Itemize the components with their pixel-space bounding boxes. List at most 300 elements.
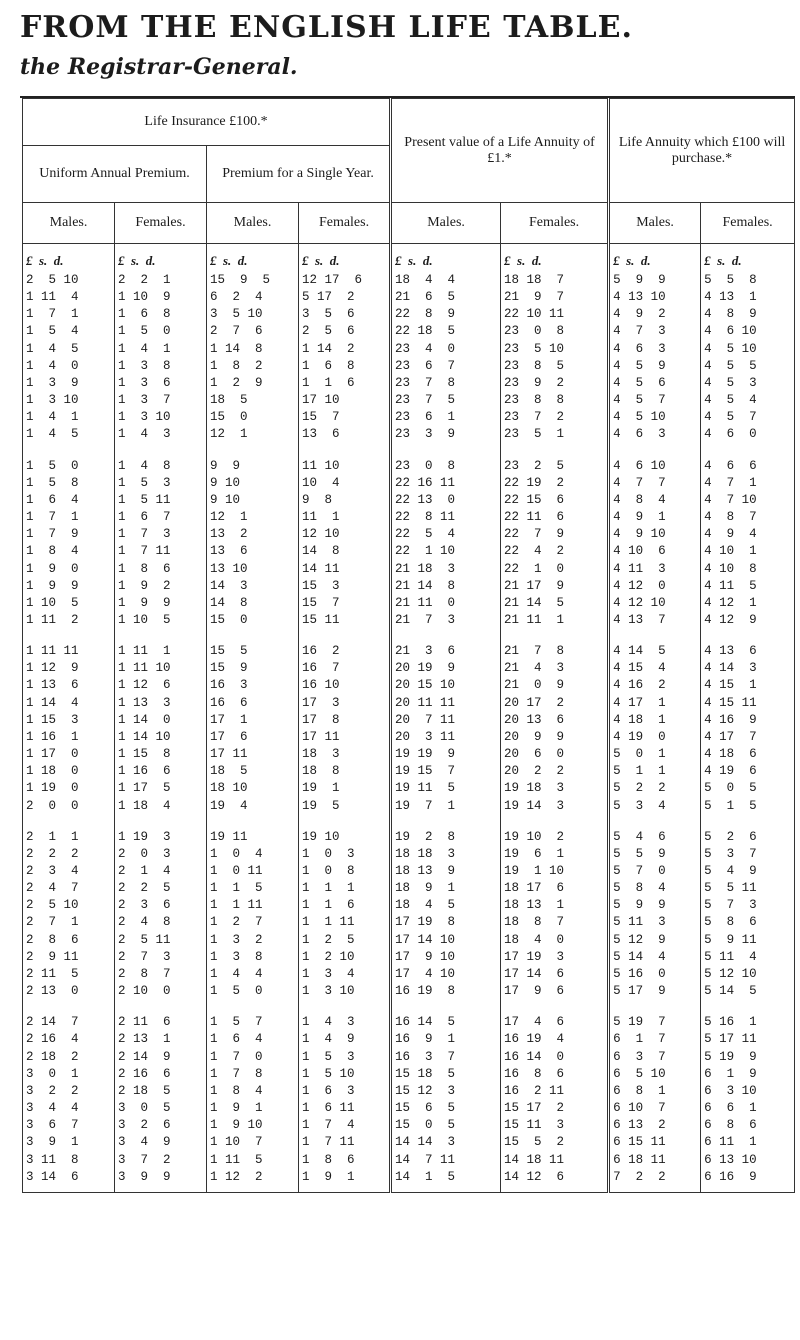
table-cell: 2 7 6 [207, 323, 299, 340]
table-cell: 15 11 [299, 612, 391, 629]
table-cell: 22 4 2 [501, 543, 609, 560]
table-cell: 1 7 11 [299, 1134, 391, 1151]
table-cell: 15 11 3 [501, 1117, 609, 1134]
males-header: Males. [391, 203, 501, 244]
table-cell: 9 10 [207, 475, 299, 492]
table-cell: 3 0 5 [115, 1100, 207, 1117]
table-cell: 4 16 2 [609, 677, 701, 694]
table-row [23, 595, 795, 612]
table-cell: 18 9 1 [391, 880, 501, 897]
table-cell: 5 1 1 [609, 763, 701, 780]
table-cell: 6 13 10 [701, 1152, 795, 1169]
table-cell: 1 2 9 [207, 375, 299, 392]
table-cell: 1 14 2 [299, 341, 391, 358]
table-cell: 1 3 6 [115, 375, 207, 392]
table-cell: 4 14 5 [609, 629, 701, 660]
table-cell: 1 14 0 [115, 712, 207, 729]
table-row [23, 763, 795, 780]
table-cell: 1 4 5 [23, 426, 115, 443]
table-cell: 1 6 11 [299, 1100, 391, 1117]
table-cell: 12 1 [207, 509, 299, 526]
table-row [23, 846, 795, 863]
table-cell: 1 12 6 [115, 677, 207, 694]
table-row [23, 780, 795, 797]
table-cell: 1 3 2 [207, 932, 299, 949]
table-cell: 16 10 [299, 677, 391, 694]
table-cell: 6 10 7 [609, 1100, 701, 1117]
table-cell: 2 7 3 [115, 949, 207, 966]
table-cell: 1 15 8 [115, 746, 207, 763]
females-header: Females. [115, 203, 207, 244]
table-row [23, 475, 795, 492]
table-cell: 1 5 7 [207, 1000, 299, 1031]
table-cell: 1 6 4 [207, 1031, 299, 1048]
table-cell: 18 10 [207, 780, 299, 797]
table-cell: 21 14 5 [501, 595, 609, 612]
table-row [23, 341, 795, 358]
table-row [23, 543, 795, 560]
table-cell: 1 11 4 [23, 289, 115, 306]
table-row [23, 526, 795, 543]
table-cell: 20 13 6 [501, 712, 609, 729]
table-cell: 21 9 7 [501, 289, 609, 306]
table-cell: 18 8 7 [501, 914, 609, 931]
table-cell: 22 10 11 [501, 306, 609, 323]
table-cell: 9 9 [207, 444, 299, 475]
uniform-premium-header: Uniform Annual Premium. [23, 146, 207, 203]
table-cell: 1 9 10 [207, 1117, 299, 1134]
table-cell: 15 12 3 [391, 1083, 501, 1100]
table-row [23, 375, 795, 392]
table-cell: 1 5 0 [23, 444, 115, 475]
table-cell: 2 5 10 [23, 897, 115, 914]
table-cell: 1 17 0 [23, 746, 115, 763]
unit-label: £ s. d. [115, 244, 207, 273]
table-cell: 13 6 [299, 426, 391, 443]
table-cell: 1 12 9 [23, 660, 115, 677]
table-row [23, 712, 795, 729]
table-cell: 1 1 1 [299, 880, 391, 897]
table-cell: 1 7 11 [115, 543, 207, 560]
table-cell: 2 2 5 [115, 880, 207, 897]
table-cell: 5 5 9 [609, 846, 701, 863]
table-cell: 17 19 3 [501, 949, 609, 966]
table-cell: 5 8 4 [609, 880, 701, 897]
table-cell: 5 16 1 [701, 1000, 795, 1031]
table-cell: 23 4 0 [391, 341, 501, 358]
table-cell: 2 8 7 [115, 966, 207, 983]
table-cell: 5 0 5 [701, 780, 795, 797]
table-cell: 1 3 10 [299, 983, 391, 1000]
table-cell: 4 5 10 [609, 409, 701, 426]
table-cell: 19 6 1 [501, 846, 609, 863]
table-cell: 4 7 1 [701, 475, 795, 492]
table-cell: 18 13 9 [391, 863, 501, 880]
table-cell: 15 7 [299, 595, 391, 612]
table-cell: 15 6 5 [391, 1100, 501, 1117]
males-header: Males. [23, 203, 115, 244]
table-cell: 1 14 4 [23, 695, 115, 712]
table-cell: 1 13 3 [115, 695, 207, 712]
table-cell: 4 12 1 [701, 595, 795, 612]
table-row [23, 444, 795, 475]
table-cell: 2 2 1 [115, 272, 207, 289]
table-cell: 5 14 4 [609, 949, 701, 966]
unit-label: £ s. d. [701, 244, 795, 273]
present-value-header: Present value of a Life Annuity of £1.* [391, 99, 609, 203]
table-cell: 22 18 5 [391, 323, 501, 340]
table-cell: 5 19 7 [609, 1000, 701, 1031]
table-cell: 1 6 7 [115, 509, 207, 526]
table-cell: 5 7 0 [609, 863, 701, 880]
table-cell: 20 7 11 [391, 712, 501, 729]
table-row [23, 983, 795, 1000]
table-cell: 19 11 5 [391, 780, 501, 797]
table-row [23, 561, 795, 578]
table-cell: 19 14 3 [501, 798, 609, 815]
table-cell: 4 19 6 [701, 763, 795, 780]
table-cell: 17 3 [299, 695, 391, 712]
table-cell: 18 18 7 [501, 272, 609, 289]
table-cell: 23 5 10 [501, 341, 609, 358]
table-cell: 4 14 3 [701, 660, 795, 677]
table-row [23, 409, 795, 426]
table-cell: 1 11 5 [207, 1152, 299, 1169]
females-header: Females. [501, 203, 609, 244]
table-cell: 4 10 1 [701, 543, 795, 560]
table-cell: 17 1 [207, 712, 299, 729]
table-cell: 5 12 10 [701, 966, 795, 983]
table-cell: 4 11 3 [609, 561, 701, 578]
table-cell: 23 7 8 [391, 375, 501, 392]
table-cell: 21 11 1 [501, 612, 609, 629]
table-cell: 2 14 9 [115, 1049, 207, 1066]
table-row [23, 509, 795, 526]
table-cell: 19 1 10 [501, 863, 609, 880]
table-cell: 20 3 11 [391, 729, 501, 746]
table-cell: 1 5 11 [115, 492, 207, 509]
table-cell: 1 11 11 [23, 629, 115, 660]
table-cell: 4 18 6 [701, 746, 795, 763]
table-cell: 9 10 [207, 492, 299, 509]
table-row [23, 1049, 795, 1066]
table-cell: 2 18 2 [23, 1049, 115, 1066]
table-cell: 5 4 9 [701, 863, 795, 880]
table-row [23, 863, 795, 880]
table-cell: 7 2 2 [609, 1169, 701, 1193]
table-cell: 1 4 9 [299, 1031, 391, 1048]
table-cell: 23 7 5 [391, 392, 501, 409]
table-row [23, 272, 795, 289]
table-cell: 5 9 9 [609, 897, 701, 914]
table-cell: 1 4 4 [207, 966, 299, 983]
table-cell: 17 9 6 [501, 983, 609, 1000]
life-insurance-header: Life Insurance £100.* [23, 99, 391, 146]
table-cell: 17 10 [299, 392, 391, 409]
table-cell: 11 1 [299, 509, 391, 526]
table-cell: 13 6 [207, 543, 299, 560]
table-cell: 1 7 9 [23, 526, 115, 543]
table-cell: 1 6 8 [299, 358, 391, 375]
table-cell: 18 18 3 [391, 846, 501, 863]
table-cell: 5 11 4 [701, 949, 795, 966]
table-cell: 22 5 4 [391, 526, 501, 543]
table-row [23, 880, 795, 897]
table-cell: 6 18 11 [609, 1152, 701, 1169]
table-cell: 3 2 6 [115, 1117, 207, 1134]
table-cell: 4 8 7 [701, 509, 795, 526]
table-row [23, 932, 795, 949]
table-cell: 19 5 [299, 798, 391, 815]
table-cell: 22 16 11 [391, 475, 501, 492]
table-cell: 17 11 [207, 746, 299, 763]
table-cell: 3 4 9 [115, 1134, 207, 1151]
table-cell: 4 8 9 [701, 306, 795, 323]
table-row [23, 966, 795, 983]
table-cell: 4 5 7 [701, 409, 795, 426]
table-cell: 15 0 [207, 409, 299, 426]
table-cell: 1 1 11 [207, 897, 299, 914]
table-cell: 14 14 3 [391, 1134, 501, 1151]
table-cell: 1 5 3 [115, 475, 207, 492]
table-cell: 4 15 11 [701, 695, 795, 712]
table-cell: 1 5 0 [207, 983, 299, 1000]
table-cell: 5 2 2 [609, 780, 701, 797]
table-cell: 4 7 10 [701, 492, 795, 509]
table-cell: 16 14 5 [391, 1000, 501, 1031]
page-title: FROM THE ENGLISH LIFE TABLE. [20, 10, 633, 45]
table-cell: 1 7 1 [23, 509, 115, 526]
table-cell: 1 10 5 [115, 612, 207, 629]
table-cell: 12 17 6 [299, 272, 391, 289]
table-cell: 23 7 2 [501, 409, 609, 426]
table-cell: 4 11 5 [701, 578, 795, 595]
table-cell: 6 8 1 [609, 1083, 701, 1100]
table-cell: 10 4 [299, 475, 391, 492]
table-cell: 21 18 3 [391, 561, 501, 578]
annuity-header: Life Annuity which £100 will purchase.* [609, 99, 795, 203]
table-cell: 2 5 6 [299, 323, 391, 340]
table-cell: 4 5 4 [701, 392, 795, 409]
table-cell: 1 1 6 [299, 375, 391, 392]
table-cell: 19 15 7 [391, 763, 501, 780]
table-cell: 4 13 7 [609, 612, 701, 629]
table-cell: 3 4 4 [23, 1100, 115, 1117]
table-row [23, 1152, 795, 1169]
table-cell: 21 7 8 [501, 629, 609, 660]
table-row [23, 1066, 795, 1083]
table-cell: 21 0 9 [501, 677, 609, 694]
table-cell: 21 3 6 [391, 629, 501, 660]
table-cell: 1 3 10 [23, 392, 115, 409]
females-header: Females. [701, 203, 795, 244]
table-cell: 18 4 4 [391, 272, 501, 289]
table-cell: 19 4 [207, 798, 299, 815]
table-cell: 20 17 2 [501, 695, 609, 712]
table-cell: 1 1 6 [299, 897, 391, 914]
table-cell: 19 10 [299, 815, 391, 846]
table-cell: 1 0 4 [207, 846, 299, 863]
table-cell: 17 11 [299, 729, 391, 746]
table-cell: 1 9 1 [207, 1100, 299, 1117]
table-cell: 5 9 9 [609, 272, 701, 289]
table-cell: 22 19 2 [501, 475, 609, 492]
table-cell: 1 5 4 [23, 323, 115, 340]
table-cell: 6 3 10 [701, 1083, 795, 1100]
table-cell: 4 12 0 [609, 578, 701, 595]
table-cell: 5 1 5 [701, 798, 795, 815]
table-cell: 3 2 2 [23, 1083, 115, 1100]
table-cell: 16 14 0 [501, 1049, 609, 1066]
table-cell: 5 0 1 [609, 746, 701, 763]
table-cell: 2 4 7 [23, 880, 115, 897]
table-cell: 22 8 9 [391, 306, 501, 323]
table-cell: 1 13 6 [23, 677, 115, 694]
table-cell: 4 8 4 [609, 492, 701, 509]
table-cell: 6 2 4 [207, 289, 299, 306]
table-cell: 22 15 6 [501, 492, 609, 509]
table-cell: 22 7 9 [501, 526, 609, 543]
table-cell: 1 4 3 [299, 1000, 391, 1031]
table-cell: 1 9 0 [23, 561, 115, 578]
males-header: Males. [609, 203, 701, 244]
table-cell: 1 9 2 [115, 578, 207, 595]
table-cell: 16 19 4 [501, 1031, 609, 1048]
table-cell: 16 9 1 [391, 1031, 501, 1048]
table-cell: 2 10 0 [115, 983, 207, 1000]
table-cell: 1 0 3 [299, 846, 391, 863]
table-cell: 5 8 6 [701, 914, 795, 931]
table-cell: 1 7 0 [207, 1049, 299, 1066]
table-cell: 14 11 [299, 561, 391, 578]
table-cell: 4 5 3 [701, 375, 795, 392]
unit-label: £ s. d. [391, 244, 501, 273]
table-cell: 6 5 10 [609, 1066, 701, 1083]
table-cell: 23 2 5 [501, 444, 609, 475]
table-cell: 3 6 7 [23, 1117, 115, 1134]
table-cell: 1 7 8 [207, 1066, 299, 1083]
table-cell: 14 8 [207, 595, 299, 612]
table-cell: 1 9 9 [23, 578, 115, 595]
table-cell: 4 15 4 [609, 660, 701, 677]
table-cell: 1 12 2 [207, 1169, 299, 1193]
table-cell: 17 4 10 [391, 966, 501, 983]
table-cell: 4 13 1 [701, 289, 795, 306]
table-cell: 15 5 2 [501, 1134, 609, 1151]
table-cell: 1 2 10 [299, 949, 391, 966]
table-cell: 4 12 9 [701, 612, 795, 629]
table-cell: 21 11 0 [391, 595, 501, 612]
table-body [23, 244, 795, 1193]
table-cell: 1 16 1 [23, 729, 115, 746]
table-cell: 22 13 0 [391, 492, 501, 509]
table-cell: 1 9 1 [299, 1169, 391, 1193]
table-cell: 4 6 3 [609, 426, 701, 443]
table-cell: 1 9 9 [115, 595, 207, 612]
table-cell: 4 13 6 [701, 629, 795, 660]
table-cell: 4 9 2 [609, 306, 701, 323]
table-cell: 15 7 [299, 409, 391, 426]
table-cell: 3 5 10 [207, 306, 299, 323]
table-cell: 15 3 [299, 578, 391, 595]
table-cell: 16 6 [207, 695, 299, 712]
table-cell: 5 7 3 [701, 897, 795, 914]
table-cell: 1 4 8 [115, 444, 207, 475]
table-cell: 21 4 3 [501, 660, 609, 677]
table-cell: 1 8 4 [23, 543, 115, 560]
table-cell: 1 10 5 [23, 595, 115, 612]
table-cell: 20 6 0 [501, 746, 609, 763]
table-cell: 1 18 0 [23, 763, 115, 780]
table-row [23, 695, 795, 712]
page-subtitle: the Registrar-General. [20, 54, 298, 80]
table-row [23, 914, 795, 931]
table-cell: 2 13 1 [115, 1031, 207, 1048]
table-cell: 4 5 6 [609, 375, 701, 392]
table-cell: 2 3 6 [115, 897, 207, 914]
table-row [23, 677, 795, 694]
table-cell: 1 11 1 [115, 629, 207, 660]
females-header: Females. [299, 203, 391, 244]
table-cell: 6 13 2 [609, 1117, 701, 1134]
table-cell: 1 4 3 [115, 426, 207, 443]
table-cell: 2 8 6 [23, 932, 115, 949]
table-cell: 1 6 8 [115, 306, 207, 323]
table-cell: 1 10 9 [115, 289, 207, 306]
table-cell: 4 5 9 [609, 358, 701, 375]
table-cell: 1 1 5 [207, 880, 299, 897]
table-cell: 19 7 1 [391, 798, 501, 815]
table-cell: 14 12 6 [501, 1169, 609, 1193]
table-cell: 1 3 8 [207, 949, 299, 966]
table-cell: 18 5 [207, 392, 299, 409]
unit-row [23, 244, 795, 273]
table-cell: 4 10 6 [609, 543, 701, 560]
table-cell: 2 9 11 [23, 949, 115, 966]
table-cell: 3 11 8 [23, 1152, 115, 1169]
table-cell: 4 9 4 [701, 526, 795, 543]
table-cell: 1 15 3 [23, 712, 115, 729]
table-cell: 4 10 8 [701, 561, 795, 578]
table-cell: 1 0 11 [207, 863, 299, 880]
table-cell: 5 14 5 [701, 983, 795, 1000]
table-cell: 3 7 2 [115, 1152, 207, 1169]
table-cell: 2 16 6 [115, 1066, 207, 1083]
table-cell: 16 2 [299, 629, 391, 660]
table-cell: 1 19 3 [115, 815, 207, 846]
table-cell: 1 4 1 [23, 409, 115, 426]
table-cell: 4 6 10 [609, 444, 701, 475]
table-cell: 1 10 7 [207, 1134, 299, 1151]
table-cell: 12 10 [299, 526, 391, 543]
table-cell: 16 8 6 [501, 1066, 609, 1083]
table-cell: 2 18 5 [115, 1083, 207, 1100]
table-cell: 19 1 [299, 780, 391, 797]
table-cell: 4 5 10 [701, 341, 795, 358]
table-cell: 23 6 1 [391, 409, 501, 426]
table-cell: 14 1 5 [391, 1169, 501, 1193]
unit-label: £ s. d. [609, 244, 701, 273]
table-cell: 1 14 10 [115, 729, 207, 746]
table-cell: 5 5 11 [701, 880, 795, 897]
table-cell: 4 9 1 [609, 509, 701, 526]
table-cell: 15 9 [207, 660, 299, 677]
table-cell: 19 19 9 [391, 746, 501, 763]
table-cell: 5 9 11 [701, 932, 795, 949]
table-cell: 4 6 0 [701, 426, 795, 443]
table-cell: 22 1 10 [391, 543, 501, 560]
table-cell: 17 19 8 [391, 914, 501, 931]
